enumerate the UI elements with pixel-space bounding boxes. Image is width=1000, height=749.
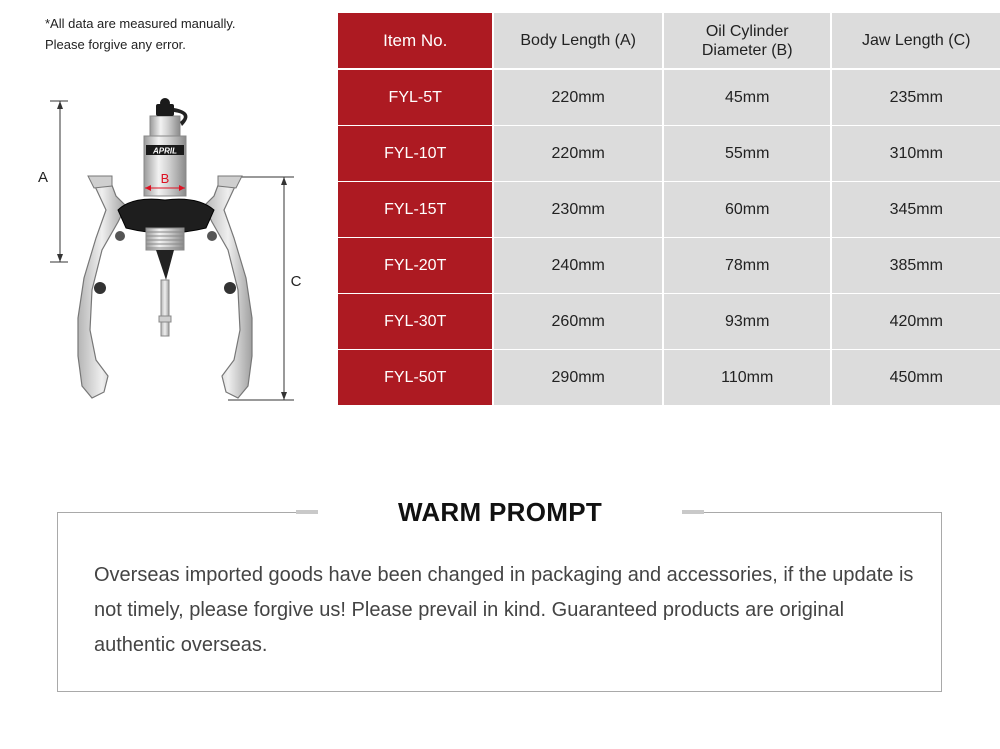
cell-item-no: FYL-5T bbox=[338, 69, 492, 126]
label-c: C bbox=[290, 273, 302, 290]
header-b-line-2: Diameter (B) bbox=[701, 41, 793, 59]
cell-body-length: 220mm bbox=[492, 69, 661, 126]
right-bolt-icon bbox=[224, 282, 236, 294]
cell-jaw-length: 385mm bbox=[830, 238, 1000, 294]
cell-item-no: FYL-50T bbox=[338, 350, 492, 405]
spec-table bbox=[338, 13, 1000, 405]
table-row bbox=[338, 69, 1000, 126]
brand-label: APRIL bbox=[153, 146, 177, 156]
label-b: B bbox=[160, 171, 170, 186]
cell-cylinder-diameter: 110mm bbox=[662, 350, 831, 405]
measurement-note bbox=[45, 13, 236, 55]
warm-prompt-text: Overseas imported goods have been changed in packaging and accessories, if the update is not timely, please forgive us! Please prevail in kind. Guaranteed products are original authentic overseas. bbox=[94, 564, 914, 656]
cell-cylinder-diameter: 55mm bbox=[662, 126, 831, 182]
cell-item-no: FYL-10T bbox=[338, 126, 492, 182]
cell-cylinder-diameter: 93mm bbox=[662, 294, 831, 350]
tip-cone bbox=[156, 250, 174, 280]
cell-body-length: 290mm bbox=[492, 350, 661, 405]
cell-body-length: 230mm bbox=[492, 182, 661, 238]
warm-prompt-title: WARM PROMPT bbox=[397, 497, 603, 527]
pump-handle bbox=[161, 280, 169, 336]
cell-body-length: 240mm bbox=[492, 238, 661, 294]
header-oil-cylinder-diameter bbox=[662, 13, 831, 69]
cell-jaw-length: 345mm bbox=[830, 182, 1000, 238]
note-line-1: *All data are measured manually. bbox=[45, 16, 236, 31]
cell-jaw-length: 450mm bbox=[830, 350, 1000, 405]
cell-jaw-length: 235mm bbox=[830, 69, 1000, 126]
dimension-a bbox=[50, 101, 68, 262]
table-row bbox=[338, 294, 1000, 350]
table-header-row bbox=[338, 13, 1000, 69]
threaded-rod bbox=[146, 228, 184, 250]
cell-item-no: FYL-30T bbox=[338, 294, 492, 350]
cell-body-length: 260mm bbox=[492, 294, 661, 350]
cell-jaw-length: 420mm bbox=[830, 294, 1000, 350]
cell-cylinder-diameter: 45mm bbox=[662, 69, 831, 126]
header-jaw-length: Jaw Length (C) bbox=[830, 13, 1000, 69]
puller-diagram bbox=[0, 80, 320, 420]
header-b-line-1: Oil Cylinder bbox=[705, 22, 789, 40]
cell-cylinder-diameter: 78mm bbox=[662, 238, 831, 294]
cell-item-no: FYL-15T bbox=[338, 182, 492, 238]
header-item-no: Item No. bbox=[338, 13, 492, 69]
table-row bbox=[338, 238, 1000, 294]
header-body-length: Body Length (A) bbox=[492, 13, 661, 69]
table-row bbox=[338, 126, 1000, 182]
left-bolt-icon bbox=[94, 282, 106, 294]
cell-body-length: 220mm bbox=[492, 126, 661, 182]
cell-jaw-length: 310mm bbox=[830, 126, 1000, 182]
note-line-2: Please forgive any error. bbox=[45, 37, 186, 52]
table-row bbox=[338, 182, 1000, 238]
label-a: A bbox=[37, 169, 49, 186]
table-row bbox=[338, 350, 1000, 405]
cell-item-no: FYL-20T bbox=[338, 238, 492, 294]
cell-cylinder-diameter: 60mm bbox=[662, 182, 831, 238]
